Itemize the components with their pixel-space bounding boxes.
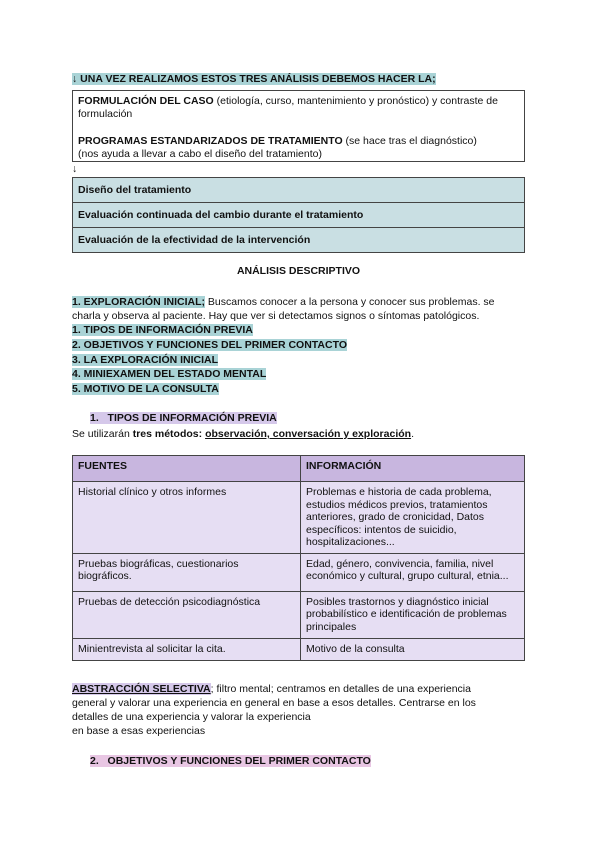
formulation-box bbox=[72, 90, 525, 162]
sources-table bbox=[72, 455, 525, 661]
table-row bbox=[73, 638, 525, 660]
table-row bbox=[73, 203, 525, 228]
step-cell: Evaluación continuada del cambio durante el tratamiento bbox=[73, 203, 525, 228]
step-cell: Diseño del tratamiento bbox=[73, 178, 525, 203]
column-header: FUENTES bbox=[73, 456, 301, 482]
table-cell: Problemas e historia de cada problema, estudios médicos previos, tratamientos anteriores, grado de cronicidad, Datos específicos: intentos de suicidio, hospitalizaciones... bbox=[301, 482, 525, 554]
table-row bbox=[73, 591, 525, 638]
abstraccion-line1: ABSTRACCIÓN SELECTIVA; filtro mental; centramos en detalles de una experiencia bbox=[72, 683, 471, 695]
table-cell: Edad, género, convivencia, familia, nivel económico y cultural, grupo cultural, etnia... bbox=[301, 553, 525, 591]
section-title: ANÁLISIS DESCRIPTIVO bbox=[236, 265, 361, 277]
table-cell: Pruebas de detección psicodiagnóstica bbox=[73, 591, 301, 638]
table-cell: Pruebas biográficas, cuestionarios biográficos. bbox=[73, 553, 301, 591]
table-cell: Minientrevista al solicitar la cita. bbox=[73, 638, 301, 660]
list-item: 1. TIPOS DE INFORMACIÓN PREVIA bbox=[72, 324, 253, 336]
list-item: 4. MINIEXAMEN DEL ESTADO MENTAL bbox=[72, 368, 267, 380]
down-arrow-icon: ↓ bbox=[72, 163, 78, 175]
step-cell: Evaluación de la efectividad de la intervención bbox=[73, 228, 525, 253]
list-item: 5. MOTIVO DE LA CONSULTA bbox=[72, 383, 219, 395]
subheading-1: 1. TIPOS DE INFORMACIÓN PREVIA bbox=[90, 412, 277, 424]
subheading-2: 2. OBJETIVOS Y FUNCIONES DEL PRIMER CONTACTO bbox=[90, 755, 371, 767]
down-arrow-icon: ↓ bbox=[72, 73, 78, 85]
intro-heading: ↓ UNA VEZ REALIZAMOS ESTOS TRES ANÁLISIS DEBEMOS HACER LA; bbox=[72, 73, 436, 85]
exploracion-line1: 1. EXPLORACIÓN INICIAL; Buscamos conocer a la persona y conocer sus problemas. se bbox=[72, 296, 495, 308]
abstraccion-line4: en base a esas experiencias bbox=[72, 725, 206, 737]
list-item: 2. OBJETIVOS Y FUNCIONES DEL PRIMER CONTACTO bbox=[72, 339, 347, 351]
formulacion-line2: formulación bbox=[78, 108, 133, 120]
formulacion-line: FORMULACIÓN DEL CASO (etiología, curso, mantenimiento y pronóstico) y contraste de bbox=[78, 95, 498, 107]
exploracion-line2: charla y observa al paciente. Hay que ver si detectamos signos o síntomas patológicos. bbox=[72, 310, 480, 322]
programas-line2: (nos ayuda a llevar a cabo el diseño del tratamiento) bbox=[78, 148, 322, 160]
list-item: 3. LA EXPLORACIÓN INICIAL bbox=[72, 354, 219, 366]
table-row bbox=[73, 482, 525, 554]
abstraccion-line3: detalles de una experiencia y valorar la experiencia bbox=[72, 711, 311, 723]
steps-table bbox=[72, 177, 525, 253]
table-row bbox=[73, 553, 525, 591]
table-row bbox=[73, 228, 525, 253]
programas-line: PROGRAMAS ESTANDARIZADOS DE TRATAMIENTO (se hace tras el diagnóstico) bbox=[78, 135, 477, 147]
abstraccion-line2: general y valorar una experiencia en general en base a esos detalles. Centrarse en los bbox=[72, 697, 476, 709]
table-cell: Posibles trastornos y diagnóstico inicial probabilístico e identificación de problemas principales bbox=[301, 591, 525, 638]
methods-line: Se utilizarán tres métodos: observación, conversación y exploración. bbox=[72, 428, 414, 440]
table-header-row bbox=[73, 456, 525, 482]
table-row bbox=[73, 178, 525, 203]
table-cell: Historial clínico y otros informes bbox=[73, 482, 301, 554]
column-header: INFORMACIÓN bbox=[301, 456, 525, 482]
table-cell: Motivo de la consulta bbox=[301, 638, 525, 660]
